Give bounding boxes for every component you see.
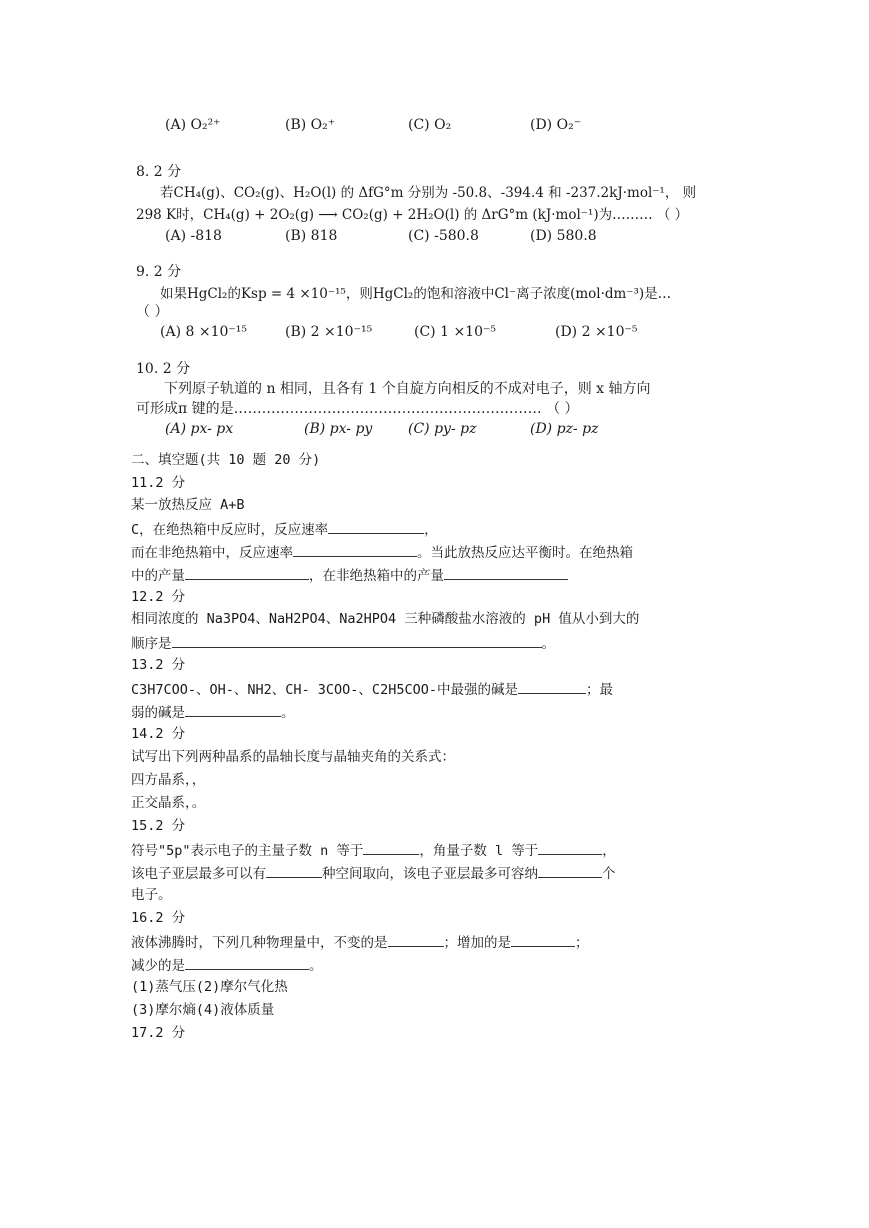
q13-line2-text: 弱的碱是 bbox=[131, 705, 185, 721]
q15-line2 bbox=[131, 863, 616, 883]
q10-stem-line2: 可形成π 键的是………………………………………………………… （ ） bbox=[136, 401, 579, 417]
q10-option-d: (D) pz- pz bbox=[530, 421, 599, 437]
q11-line3-end: 。当此放热反应达平衡时。在绝热箱 bbox=[417, 545, 633, 561]
q11-line4-mid: ，在非绝热箱中的产量 bbox=[309, 568, 444, 584]
q15-line1 bbox=[131, 840, 616, 860]
q12-line2-end: 。 bbox=[541, 636, 555, 652]
q11-line4 bbox=[131, 565, 568, 585]
q15-line2-text: 该电子亚层最多可以有 bbox=[131, 866, 266, 882]
q15-blank-1[interactable] bbox=[363, 840, 419, 855]
q15-line1-end: ， bbox=[602, 843, 616, 859]
q11-line1: 某一放热反应 A+B bbox=[131, 497, 245, 513]
q12-line2 bbox=[131, 633, 555, 653]
q11-blank-3[interactable] bbox=[185, 565, 309, 580]
q13-blank-1[interactable] bbox=[518, 679, 586, 694]
q15-line3: 电子。 bbox=[131, 887, 172, 903]
q11-line4-text: 中的产量 bbox=[131, 568, 185, 584]
q7-option-d: (D) O₂⁻ bbox=[530, 117, 582, 133]
q11-blank-1[interactable] bbox=[328, 519, 424, 534]
q16-line2 bbox=[131, 955, 323, 975]
q15-header: 15.2 分 bbox=[131, 818, 186, 834]
q8-option-d: (D) 580.8 bbox=[530, 228, 597, 244]
q16-line1-text: 液体沸腾时，下列几种物理量中，不变的是 bbox=[131, 935, 388, 951]
q13-line1-end: ；最 bbox=[585, 682, 613, 698]
q15-line2-mid: 种空间取向，该电子亚层最多可容纳 bbox=[322, 866, 538, 882]
q13-line2 bbox=[131, 702, 295, 722]
q9-option-a: (A) 8 ×10⁻¹⁵ bbox=[160, 324, 248, 340]
q11-line3 bbox=[131, 542, 633, 562]
q16-line1-end: ； bbox=[575, 935, 589, 951]
q14-line1: 试写出下列两种晶系的晶轴长度与晶轴夹角的关系式： bbox=[131, 749, 455, 765]
q16-line1-mid: ；增加的是 bbox=[443, 935, 511, 951]
q16-blank-3[interactable] bbox=[185, 955, 309, 970]
q15-line1-text: 符号"5p"表示电子的主量子数 n 等于 bbox=[131, 843, 364, 859]
q11-line3-text: 而在非绝热箱中，反应速率 bbox=[131, 545, 293, 561]
q8-header: 8. 2 分 bbox=[136, 164, 182, 180]
q9-option-d: (D) 2 ×10⁻⁵ bbox=[555, 324, 638, 340]
q14-line3: 正交晶系，。 bbox=[131, 795, 206, 811]
q15-blank-3[interactable] bbox=[266, 863, 322, 878]
q10-stem-line1: 下列原子轨道的 n 相同，且各有 1 个自旋方向相反的不成对电子，则 x 轴方向 bbox=[164, 381, 651, 397]
q7-option-a: (A) O₂²⁺ bbox=[165, 117, 221, 133]
q16-line1 bbox=[131, 932, 589, 952]
q13-header: 13.2 分 bbox=[131, 657, 186, 673]
q12-line2-text: 顺序是 bbox=[131, 636, 172, 652]
q10-option-a: (A) px- px bbox=[165, 421, 234, 437]
q13-blank-2[interactable] bbox=[185, 702, 281, 717]
q10-option-b: (B) px- py bbox=[304, 421, 373, 437]
q11-blank-2[interactable] bbox=[293, 542, 417, 557]
q12-header: 12.2 分 bbox=[131, 589, 186, 605]
q15-blank-2[interactable] bbox=[538, 840, 602, 855]
q17-header: 17.2 分 bbox=[131, 1025, 186, 1041]
q14-header: 14.2 分 bbox=[131, 726, 186, 742]
q8-option-b: (B) 818 bbox=[285, 228, 338, 244]
q8-stem-line2: 298 K时，CH₄(g) + 2O₂(g) ⟶ CO₂(g) + 2H₂O(l) 的 ΔrG°m (kJ·mol⁻¹)为……… （ ） bbox=[136, 207, 689, 223]
q8-stem-line1: 若CH₄(g)、CO₂(g)、H₂O(l) 的 ΔfG°m 分别为 -50.8、-394.4 和 -237.2kJ·mol⁻¹， 则 bbox=[160, 185, 697, 201]
q16-header: 16.2 分 bbox=[131, 910, 186, 926]
q8-option-c: (C) -580.8 bbox=[408, 228, 479, 244]
q16-blank-1[interactable] bbox=[388, 932, 444, 947]
q15-blank-4[interactable] bbox=[538, 863, 602, 878]
q10-header: 10. 2 分 bbox=[136, 361, 191, 377]
q16-blank-2[interactable] bbox=[511, 932, 575, 947]
q11-blank-4[interactable] bbox=[444, 565, 568, 580]
q7-option-c: (C) O₂ bbox=[408, 117, 452, 133]
q12-blank-1[interactable] bbox=[172, 633, 542, 648]
q8-option-a: (A) -818 bbox=[165, 228, 222, 244]
q11-line2 bbox=[131, 519, 438, 539]
q7-option-b: (B) O₂⁺ bbox=[285, 117, 336, 133]
q13-line2-end: 。 bbox=[281, 705, 295, 721]
q15-line1-mid: ，角量子数 l 等于 bbox=[419, 843, 539, 859]
q16-line4: (3)摩尔熵(4)液体质量 bbox=[131, 1002, 275, 1018]
q16-line2-text: 减少的是 bbox=[131, 958, 185, 974]
q16-line3: (1)蒸气压(2)摩尔气化热 bbox=[131, 979, 288, 995]
section-2-heading: 二、填空题(共 10 题 20 分) bbox=[131, 452, 321, 468]
q9-option-c: (C) 1 ×10⁻⁵ bbox=[414, 324, 496, 340]
q16-line2-end: 。 bbox=[309, 958, 323, 974]
q11-line2-end: ， bbox=[424, 522, 438, 538]
q11-line2-text: C，在绝热箱中反应时，反应速率 bbox=[131, 522, 329, 538]
q13-line1 bbox=[131, 679, 613, 699]
q10-option-c: (C) py- pz bbox=[408, 421, 477, 437]
q14-line2: 四方晶系，， bbox=[131, 772, 206, 788]
q11-header: 11.2 分 bbox=[131, 475, 186, 491]
q9-header: 9. 2 分 bbox=[136, 264, 182, 280]
q9-stem-line2: （ ） bbox=[136, 304, 169, 320]
q15-line2-end: 个 bbox=[602, 866, 616, 882]
q9-stem-line1: 如果HgCl₂的Ksp = 4 ×10⁻¹⁵，则HgCl₂的饱和溶液中Cl⁻离子浓度(mol·dm⁻³)是… bbox=[160, 286, 672, 302]
q12-line1: 相同浓度的 Na3PO4、NaH2PO4、Na2HPO4 三种磷酸盐水溶液的 pH 值从小到大的 bbox=[131, 611, 640, 627]
q13-line1-text: C3H7COO-、OH-、NH2、CH- 3COO-、C2H5COO-中最强的碱是 bbox=[131, 682, 518, 698]
q9-option-b: (B) 2 ×10⁻¹⁵ bbox=[285, 324, 373, 340]
